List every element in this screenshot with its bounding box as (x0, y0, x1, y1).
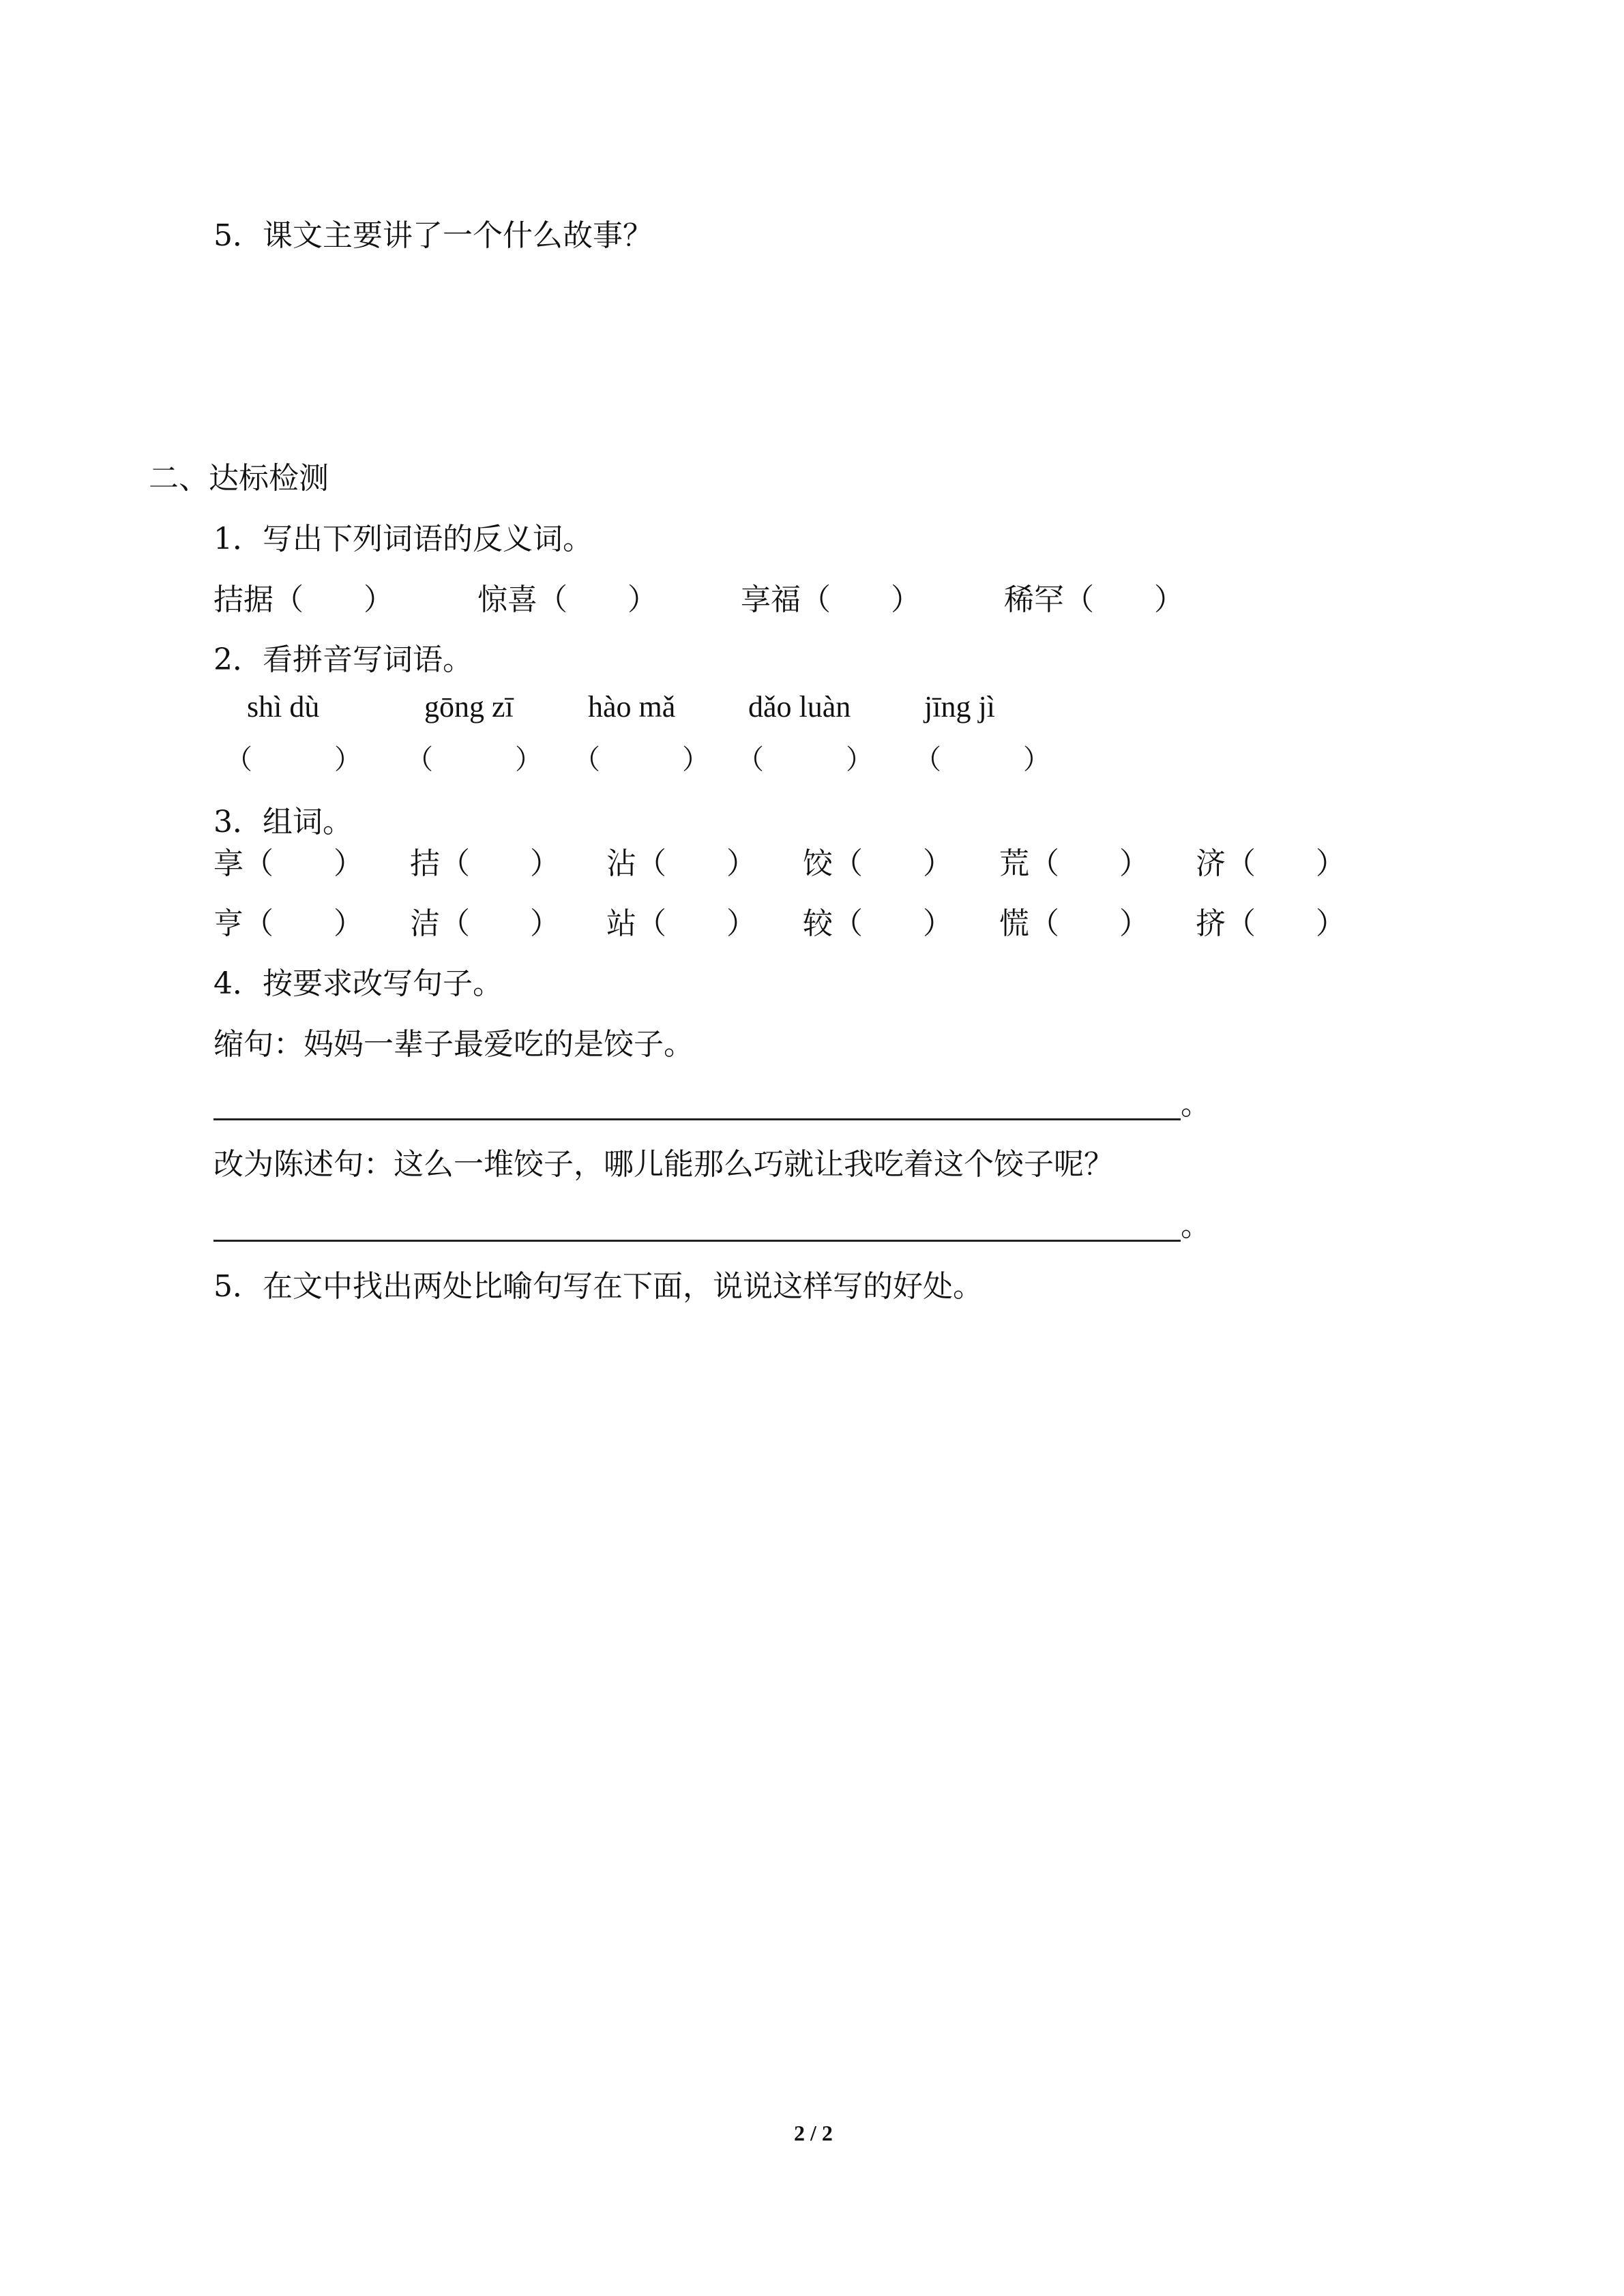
word-group-item[interactable]: 慌（ ） (999, 906, 1149, 941)
word-group-item[interactable]: 亨（ ） (213, 906, 364, 941)
pinyin-answer-blank[interactable]: （ ） (914, 744, 1050, 775)
question-2-prompt: 2．看拼音写词语。 (213, 642, 473, 677)
question-5-story: 5．课文主要讲了一个什么故事？ (213, 218, 653, 253)
pinyin-word: shì dù (247, 690, 320, 724)
page-number: 2 / 2 (794, 2121, 833, 2145)
question-1-prompt: 1．写出下列词语的反义词。 (213, 522, 593, 556)
shorten-sentence-task: 缩句：妈妈一辈子最爱吃的是饺子。 (213, 1027, 694, 1062)
period-mark: 。 (1181, 1208, 1211, 1243)
question-5-metaphor: 5．在文中找出两处比喻句写在下面，说说这样写的好处。 (213, 1269, 983, 1304)
pinyin-answer-blank[interactable]: （ ） (737, 744, 873, 775)
pinyin-answer-blank[interactable]: （ ） (225, 744, 361, 775)
word-group-item[interactable]: 济（ ） (1196, 846, 1346, 881)
pinyin-word: hào mǎ (588, 690, 676, 724)
word-group-item[interactable]: 洁（ ） (410, 906, 560, 941)
word-group-item[interactable]: 饺（ ） (803, 846, 953, 881)
antonym-item[interactable]: 惊喜（ ） (477, 582, 658, 617)
word-group-item[interactable]: 站（ ） (606, 906, 756, 941)
pinyin-answer-blank[interactable]: （ ） (573, 744, 709, 775)
pinyin-answer-blank[interactable]: （ ） (406, 744, 542, 775)
section-heading: 二、达标检测 (149, 461, 329, 496)
pinyin-word: gōng zī (424, 690, 514, 724)
question-3-prompt: 3．组词。 (213, 805, 353, 839)
pinyin-word: dǎo luàn (748, 690, 851, 724)
word-group-item[interactable]: 沾（ ） (606, 846, 756, 881)
word-group-item[interactable]: 较（ ） (803, 906, 953, 941)
answer-line[interactable] (213, 1118, 1181, 1120)
question-4-prompt: 4．按要求改写句子。 (213, 966, 503, 1001)
pinyin-word: jīng jì (924, 690, 995, 724)
period-mark: 。 (1181, 1087, 1211, 1122)
antonym-item[interactable]: 拮据（ ） (213, 582, 394, 617)
word-group-item[interactable]: 享（ ） (213, 846, 364, 881)
answer-line[interactable] (213, 1240, 1181, 1242)
antonym-item[interactable]: 享福（ ） (741, 582, 921, 617)
word-group-item[interactable]: 荒（ ） (999, 846, 1149, 881)
word-group-item[interactable]: 拮（ ） (410, 846, 560, 881)
word-group-item[interactable]: 挤（ ） (1196, 906, 1346, 941)
declarative-sentence-task: 改为陈述句：这么一堆饺子，哪儿能那么巧就让我吃着这个饺子呢？ (213, 1147, 1114, 1182)
antonym-item[interactable]: 稀罕（ ） (1004, 582, 1184, 617)
